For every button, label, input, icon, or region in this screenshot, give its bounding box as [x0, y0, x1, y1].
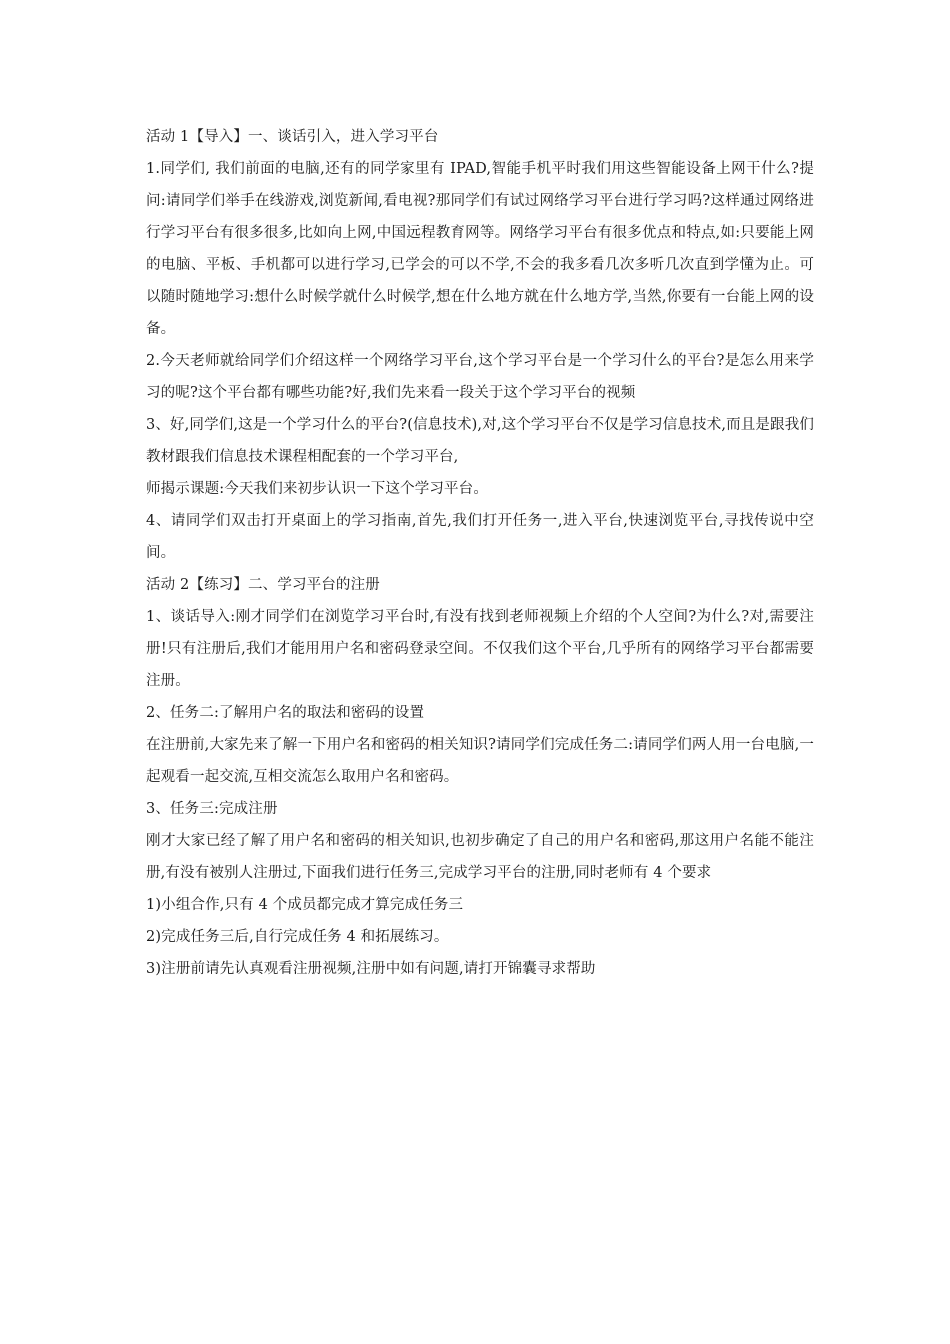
paragraph-5: 1、谈话导入:刚才同学们在浏览学习平台时,有没有找到老师视频上介绍的个人空间?为什么?对,需要注册!只有注册后,我们才能用用户名和密码登录空间。不仅我们这个平台,几乎所有的网络学习平台都需要注册。 [146, 609, 814, 689]
paragraph-6: 在注册前,大家先来了解一下用户名和密码的相关知识?请同学们完成任务二:请同学们两人用一台电脑,一起观看一起交流,互相交流怎么取用户名和密码。 [146, 737, 814, 785]
requirement-3: 3)注册前请先认真观看注册视频,注册中如有问题,请打开锦囊寻求帮助 [146, 961, 596, 977]
task-3-heading: 3、任务三:完成注册 [146, 801, 278, 817]
paragraph-topic: 师揭示课题:今天我们来初步认识一下这个学习平台。 [146, 481, 488, 497]
paragraph-1: 1.同学们, 我们前面的电脑,还有的同学家里有 IPAD,智能手机平时我们用这些智能设备上网干什么?提问:请同学们举手在线游戏,浏览新闻,看电视?那同学们有试过网络学习平台进行学习吗?这样通过网络进行学习平台有很多很多,比如向上网,中国远程教育网等。网络学习平台有很多优点和特点,如:只要能上网的电脑、平板、手机都可以进行学习,已学会的可以不学,不会的我多看几次多听几次直到学懂为止。可以随时随地学习:想什么时候学就什么时候学,想在什么地方就在什么地方学,当然,你要有一台能上网的设备。 [146, 161, 814, 337]
activity-2-heading: 活动 2【练习】二、学习平台的注册 [146, 577, 380, 593]
activity-1-heading: 活动 1【导入】一、谈话引入，进入学习平台 [146, 129, 439, 145]
paragraph-7: 刚才大家已经了解了用户名和密码的相关知识,也初步确定了自己的用户名和密码,那这用户名能不能注册,有没有被别人注册过,下面我们进行任务三,完成学习平台的注册,同时老师有 4 个要求 [146, 833, 814, 881]
paragraph-4: 4、请同学们双击打开桌面上的学习指南,首先,我们打开任务一,进入平台,快速浏览平台,寻找传说中空间。 [146, 513, 814, 561]
paragraph-2: 2.今天老师就给同学们介绍这样一个网络学习平台,这个学习平台是一个学习什么的平台?是怎么用来学习的呢?这个平台都有哪些功能?好,我们先来看一段关于这个学习平台的视频 [146, 353, 814, 401]
requirement-2: 2)完成任务三后,自行完成任务 4 和拓展练习。 [146, 929, 449, 945]
document-body [146, 121, 814, 985]
task-2-heading: 2、任务二:了解用户名的取法和密码的设置 [146, 705, 425, 721]
paragraph-3: 3、好,同学们,这是一个学习什么的平台?(信息技术),对,这个学习平台不仅是学习信息技术,而且是跟我们教材跟我们信息技术课程相配套的一个学习平台, [146, 417, 815, 465]
requirement-1: 1)小组合作,只有 4 个成员都完成才算完成任务三 [146, 897, 464, 913]
